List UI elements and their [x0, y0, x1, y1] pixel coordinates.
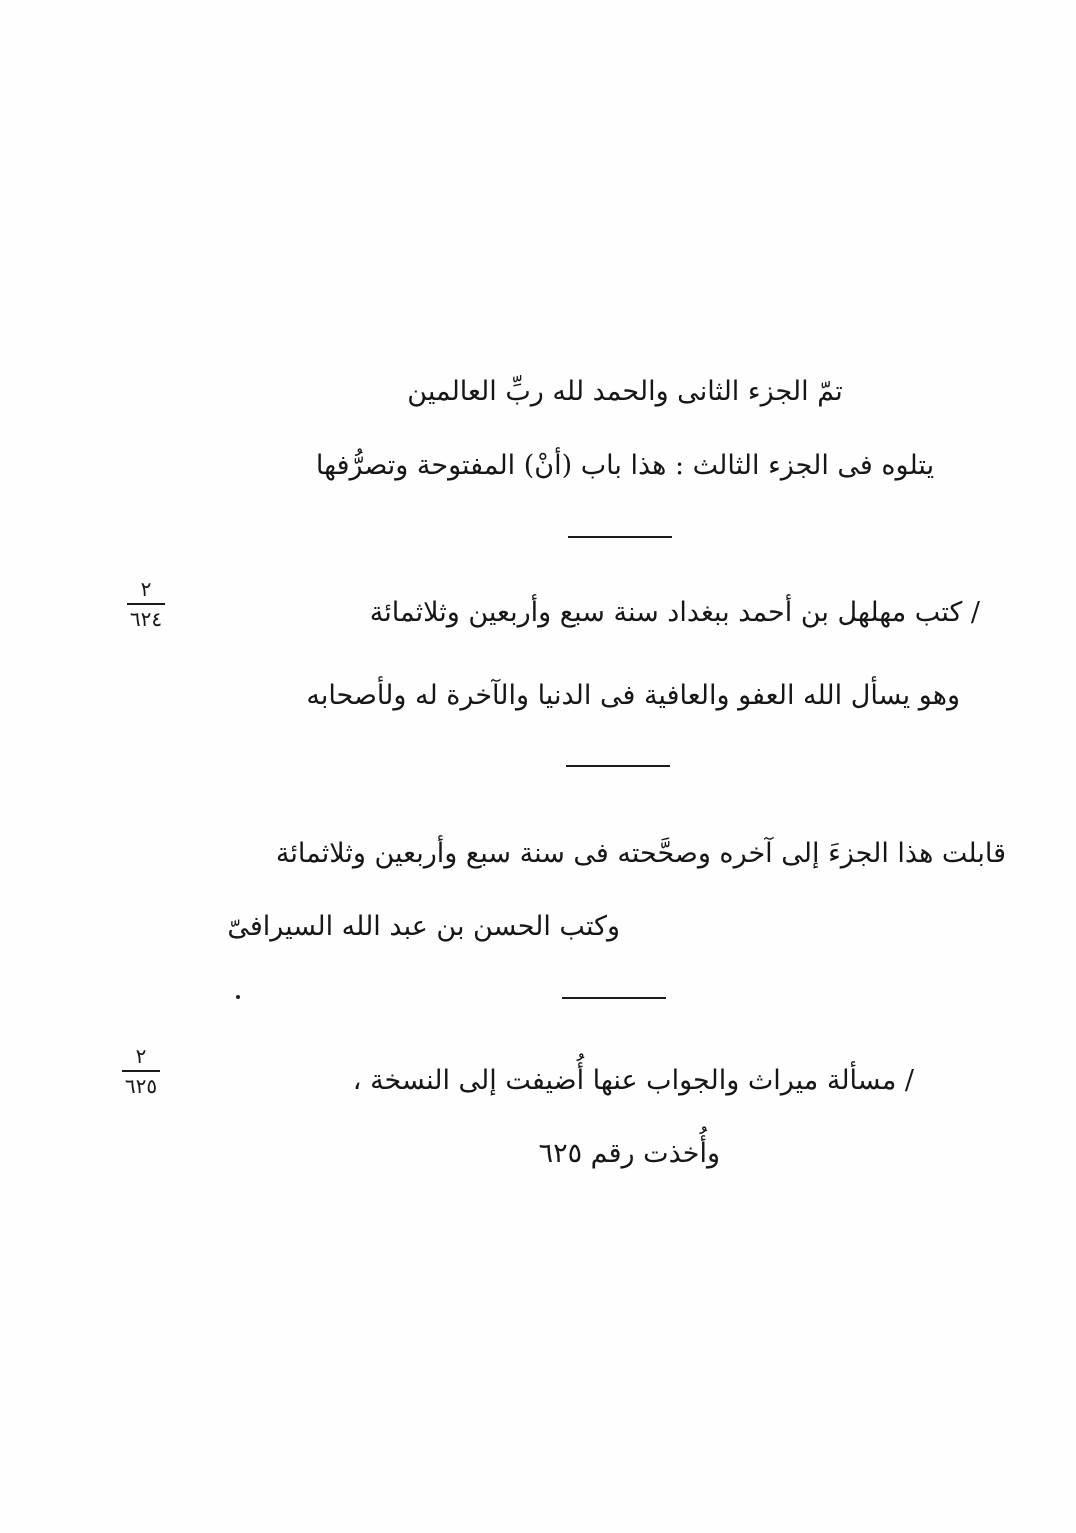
page-reference-625 [116, 1045, 166, 1097]
scribe-note-line-1: / كتب مهلهل بن أحمد ببغداد سنة سبع وأربعين وثلاثمائة [369, 597, 980, 628]
page-reference-fraction-bar [122, 1070, 160, 1072]
colophon-next-line: يتلوه فى الجزء الثالث : هذا باب (أنْ) المفتوحة وتصرُّفها [315, 450, 935, 481]
scribe-note-line-2: وهو يسأل الله العفو والعافية فى الدنيا والآخرة له ولأصحابه [306, 680, 960, 711]
page-reference-fraction-bar [127, 603, 165, 605]
section-divider-3 [562, 997, 666, 999]
section-divider-2 [566, 765, 670, 767]
page-reference-volume: ٢ [135, 1044, 147, 1068]
section-divider-1 [568, 536, 672, 538]
ink-speck [236, 995, 240, 999]
collation-note-line-2: وكتب الحسن بن عبد الله السيرافىّ [227, 911, 620, 942]
collation-note-line-1: قابلت هذا الجزءَ إلى آخره وصحَّحته فى سنة سبع وأربعين وثلاثمائة [275, 838, 1006, 869]
addendum-note-line-1: / مسألة ميراث والجواب عنها أُضيفت إلى النسخة ، [352, 1065, 914, 1096]
page-reference-624 [121, 578, 171, 630]
page-reference-page: ٦٢٥ [124, 1074, 158, 1098]
page-reference-volume: ٢ [140, 577, 152, 601]
page-reference-page: ٦٢٤ [129, 607, 163, 631]
addendum-note-line-2: وأُخذت رقم ٦٢٥ [538, 1138, 720, 1169]
colophon-end-line: تمّ الجزء الثانى والحمد لله ربِّ العالمين [407, 376, 843, 407]
